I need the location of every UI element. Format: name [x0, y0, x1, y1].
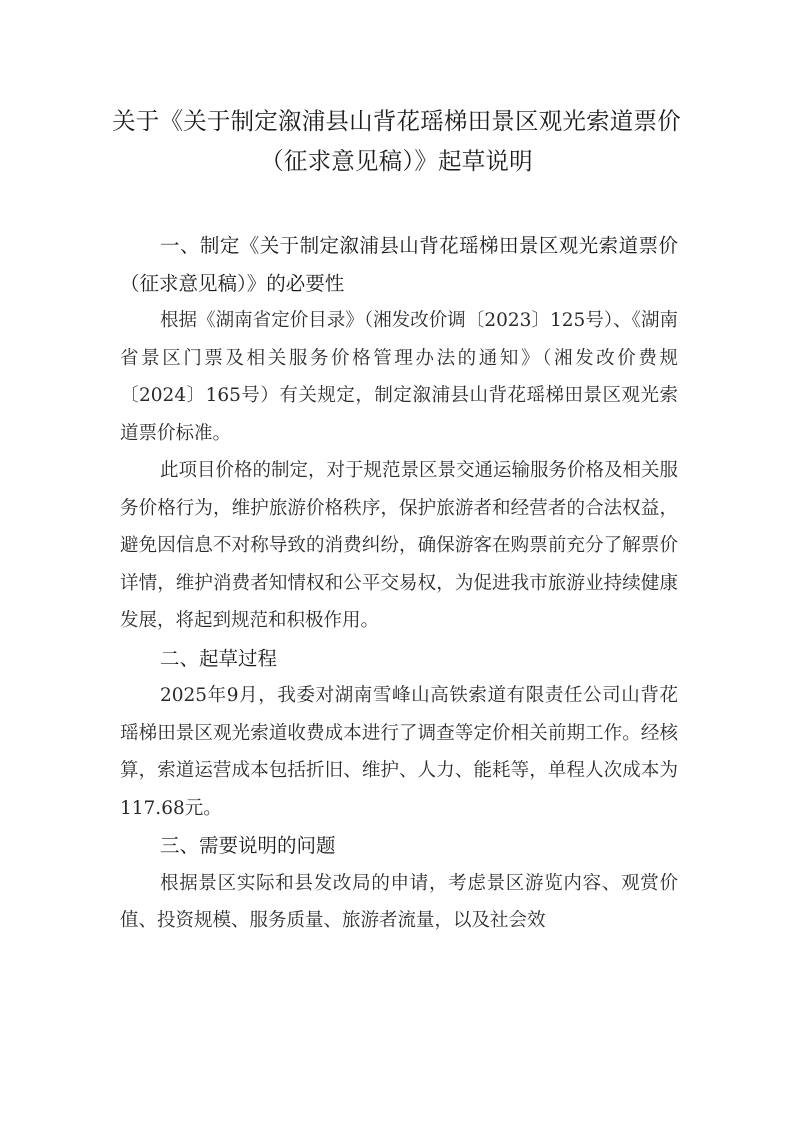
body-paragraph: 根据《湖南省定价目录》（湘发改价调〔2023〕125号）、《湖南省景区门票及相关服务价格管理办法的通知》（湘发改价费规〔2024〕165号）有关规定，制定溆浦县山背花瑶梯田景区观光索道票价标准。 — [120, 310, 678, 444]
section-drafting-process — [120, 640, 678, 828]
section-heading: 三、需要说明的问题 — [160, 834, 336, 857]
body-paragraph: 2025年9月，我委对湖南雪峰山高铁索道有限责任公司山背花瑶梯田景区观光索道收费成本进行了调查等定价相关前期工作。经核算，索道运营成本包括折旧、维护、人力、能耗等，单程人次成本为117.68元。 — [120, 685, 678, 819]
body-paragraph: 此项目价格的制定，对于规范景区景交通运输服务价格及相关服务价格行为，维护旅游价格秩序，保护旅游者和经营者的合法权益，避免因信息不对称导致的消费纠纷，确保游客在购票前充分了解票价详情，维护消费者知情权和公平交易权，为促进我市旅游业持续健康发展，将起到规范和积极作用。 — [120, 460, 679, 631]
section-heading: 一、制定《关于制定溆浦县山背花瑶梯田景区观光索道票价（征求意见稿）》的必要性 — [120, 234, 678, 295]
section-necessity — [120, 227, 678, 640]
section-issues — [120, 827, 678, 940]
document-title: 关于《关于制定溆浦县山背花瑶梯田景区观光索道票价（征求意见稿）》起草说明 — [112, 107, 681, 175]
body-paragraph: 根据景区实际和县发改局的申请，考虑景区游览内容、观赏价值、投资规模、服务质量、旅游者流量，以及社会效 — [120, 872, 678, 931]
document-body — [120, 227, 678, 940]
section-heading: 二、起草过程 — [160, 646, 278, 670]
